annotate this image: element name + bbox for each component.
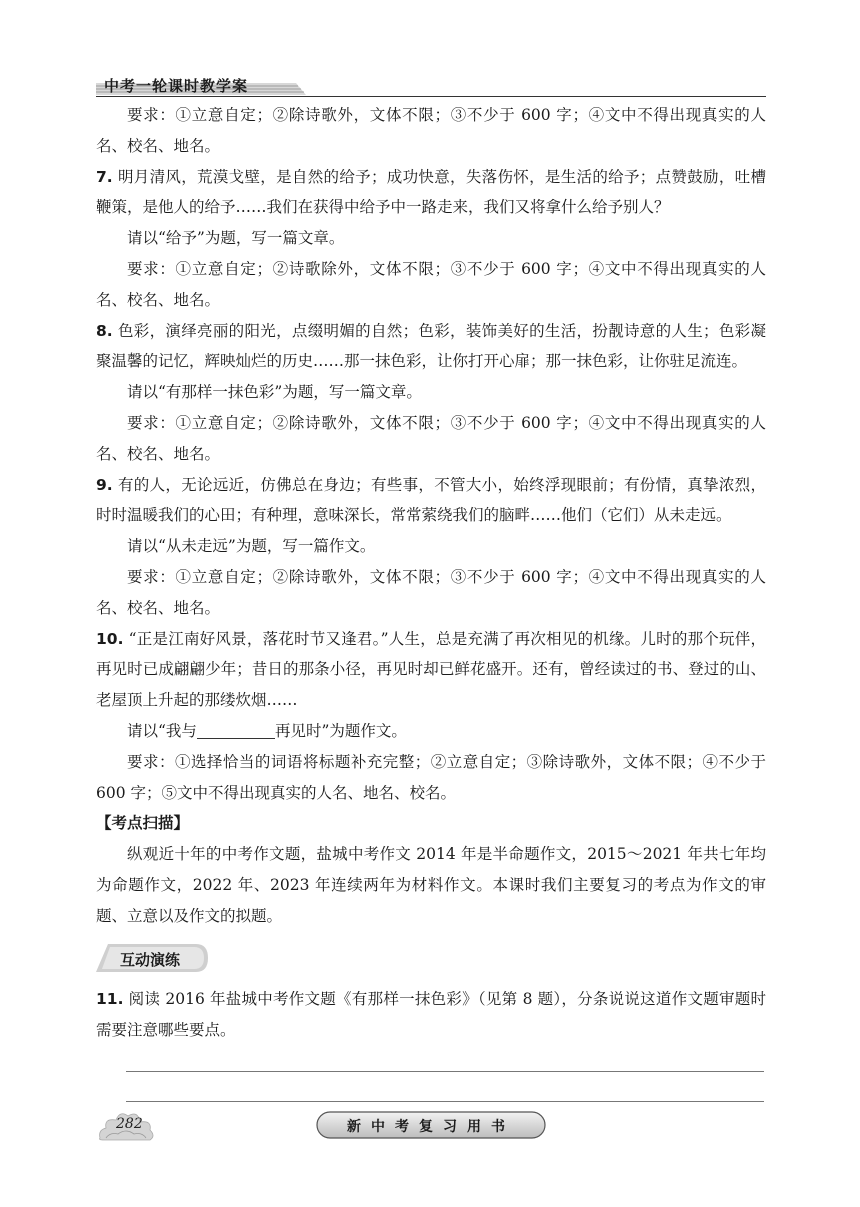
question-10	[96, 624, 766, 716]
answer-line[interactable]	[126, 1071, 764, 1072]
footer-book-title: 新中考复习用书	[347, 1119, 515, 1135]
top-requirement: 要求：①立意自定；②除诗歌外，文体不限；③不少于 600 字；④文中不得出现真实的人名、校名、地名。	[96, 106, 766, 155]
question-number: 7.	[96, 167, 113, 186]
question-number: 8.	[96, 321, 113, 340]
question-text: 阅读 2016 年盐城中考作文题《有那样一抹色彩》（见第 8 题），分条说说这道作文题审题时需要注意哪些要点。	[96, 990, 766, 1039]
page-number: 282	[116, 1116, 143, 1132]
question-7-requirement: 要求：①立意自定；②诗歌除外，文体不限；③不少于 600 字；④文中不得出现真实的人名、校名、地名。	[96, 259, 766, 309]
question-8-requirement: 要求：①立意自定；②除诗歌外，文体不限；③不少于 600 字；④文中不得出现真实的人名、校名、地名。	[96, 413, 766, 463]
question-9-prompt: 请以“从未走远”为题，写一篇作文。	[127, 537, 376, 556]
header-title: 中考一轮课时教学案	[104, 77, 249, 95]
question-text: 色彩，演绎亮丽的阳光，点缀明媚的自然；色彩，装饰美好的生活，扮靓诗意的人生；色彩凝聚温馨的记忆，辉映灿烂的历史……那一抹色彩，让你打开心扉；那一抹色彩，让你驻足流连。	[96, 321, 766, 371]
page-number-badge	[96, 1108, 156, 1144]
fill-in-blank[interactable]	[197, 720, 275, 739]
prompt-after: 再见时”为题作文。	[274, 721, 407, 740]
question-9-requirement: 要求：①立意自定；②除诗歌外，文体不限；③不少于 600 字；④文中不得出现真实的人名、校名、地名。	[96, 567, 766, 617]
question-11	[96, 984, 766, 1046]
footer-book-title-box	[316, 1111, 546, 1139]
section-banner	[96, 944, 208, 972]
kaodian-title: 【考点扫描】	[96, 814, 190, 833]
question-number: 11.	[96, 990, 124, 1008]
question-8-prompt: 请以“有那样一抹色彩”为题，写一篇文章。	[127, 383, 422, 402]
page-header	[96, 72, 306, 98]
question-8	[96, 316, 766, 378]
question-text: “正是江南好风景，落花时节又逢君。”人生，总是充满了再次相见的机缘。儿时的那个玩伴，再见时已成翩翩少年；昔日的那条小径，再见时却已鲜花盛开。还有，曾经读过的书、登过的山、老屋顶上升起的那缕炊烟……	[96, 629, 766, 710]
section-banner-title: 互动演练	[120, 951, 181, 969]
question-text: 明月清风，荒漠戈壁，是自然的给予；成功快意，失落伤怀，是生活的给予；点赞鼓励，吐槽鞭策，是他人的给予……我们在获得中给予中一路走来，我们又将拿什么给予别人？	[96, 167, 766, 217]
question-10-prompt	[96, 716, 766, 747]
header-rule	[96, 96, 766, 97]
question-10-requirement: 要求：①选择恰当的词语将标题补充完整；②立意自定；③除诗歌外，文体不限；④不少于 600 字；⑤文中不得出现真实的人名、地名、校名。	[96, 752, 766, 802]
question-number: 9.	[96, 475, 113, 494]
question-text: 有的人，无论远近，仿佛总在身边；有些事，不管大小，始终浮现眼前；有份情，真挚浓烈，时时温暖我们的心田；有种理，意味深长，常常萦绕我们的脑畔……他们（它们）从未走远。	[96, 475, 766, 525]
answer-line[interactable]	[126, 1101, 764, 1102]
question-9	[96, 470, 766, 532]
kaodian-text: 纵观近十年的中考作文题，盐城中考作文 2014 年是半命题作文，2015～2021 年共七年均为命题作文，2022 年、2023 年连续两年为材料作文。本课时我们主要复习的考点为作文的审题、立意以及作文的拟题。	[96, 845, 766, 925]
main-content	[96, 100, 766, 932]
prompt-before: 请以“我与	[127, 721, 197, 740]
question-7	[96, 162, 766, 224]
question-number: 10.	[96, 629, 124, 648]
question-7-prompt: 请以“给予”为题，写一篇文章。	[127, 229, 345, 248]
